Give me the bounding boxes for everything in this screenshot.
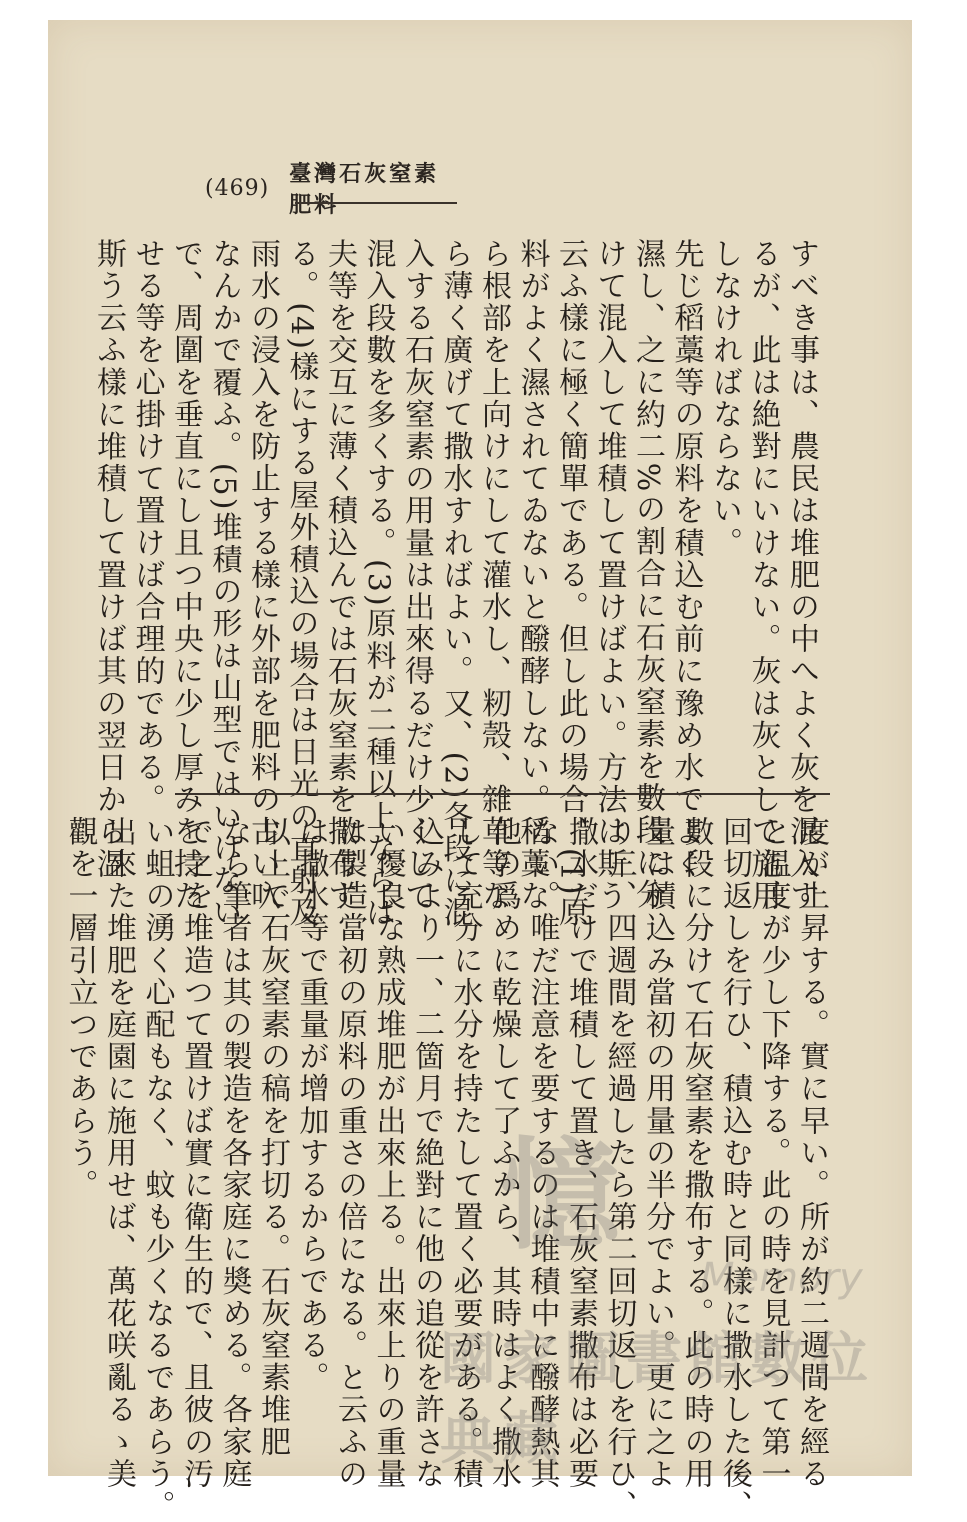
text-column: り三、四週間を經過したら第二回切返しを行ひ、 [601, 816, 637, 1522]
text-column: 夫等を交互に薄く積込んでは石灰窒素を撒布す [322, 238, 357, 913]
text-column: は製造當初の原料の重さの倍になる。と云ふの [332, 816, 367, 1491]
text-column: 雨水の浸入を防止する樣に外部を肥料の古い叺 [245, 238, 280, 913]
text-column: ら根部を上向けにして灌水し、籾殼、雜草等な [476, 238, 511, 913]
text-column: しなければならない。 [707, 238, 742, 559]
text-column: けて混入して堆積して置けばよい。方法は斯う [591, 238, 627, 913]
watermark-english: Memory [700, 1255, 863, 1301]
watermark-glyph: 憶 [500, 1127, 630, 1266]
text-column: すべき事は、農民は堆肥の中へよく灰を混入す [784, 238, 819, 913]
text-column: なんかで覆ふ。(5)堆積の形は山型ではいけない [206, 238, 242, 929]
text-column: 數段に分けて石灰窒素を撒布する。此の時の用 [678, 816, 714, 1491]
text-column: 回切返しを行ひ、積込む時と同樣に撒水した後、 [717, 816, 752, 1522]
text-column: ら薄く廣げて撒水すればよい。又、(2)各段に混 [437, 238, 473, 929]
running-title: 臺灣石灰窒素肥料 [289, 161, 440, 218]
text-column: い蛆の湧く心配もなく、蚊も少くなるであらう。 [139, 816, 175, 1522]
page-number: (469) [205, 175, 270, 201]
text-column: 混入段數を多くする。(3)原料が二種以上ならば [360, 238, 396, 929]
text-column: 云ふ樣に極く簡單である。但し此の場合、(1)原 [553, 238, 588, 929]
text-column: 以上で石灰窒素の稿を打切る。石灰窒素堆肥 [255, 816, 290, 1458]
text-column: 度が上昇する。實に早い。所が約二週間を經る [794, 816, 829, 1491]
section-divider [175, 793, 830, 795]
text-column: して充分に水分を持たして置く必要がある。積 [447, 816, 483, 1491]
text-column: なら筆者は其の製造を各家庭に奬める。各家庭 [216, 816, 252, 1491]
text-column: る。(4)樣にする屋外積込の場合は日光の直射及 [283, 238, 319, 929]
text-column: 込みより一、二箇月で絶對に他の追從を許さな [409, 816, 444, 1491]
text-column: るが、此は絶對にいけない。灰は灰として施用 [745, 238, 781, 913]
page-header [205, 161, 455, 218]
text-column: 出來た堆肥を庭園に施用せば、萬花咲亂るゝ美 [101, 816, 136, 1491]
text-column: せる等を心掛けて置けば合理的である。 [129, 238, 165, 816]
text-column: は撒水等で重量が增加するからである。 [293, 816, 329, 1394]
watermark-chinese: 國家圖書館數位典藏 [440, 1327, 874, 1472]
upper-text-block [91, 238, 820, 929]
header-rule [295, 202, 457, 204]
text-column: 入する石灰窒素の用量は出來得るだけ少くして [399, 238, 434, 913]
text-column: 觀を一層引立つであらう。 [62, 816, 98, 1202]
text-column: で、周圍を垂直にし且つ中央に少し厚みを持た [168, 238, 203, 913]
text-column: 撒水だけで堆積して置き、石灰窒素撒布は必要 [563, 816, 598, 1491]
text-column: 量は積込み當初の用量の半分でよい。更に之よ [640, 816, 675, 1491]
text-column: で之を堆造つて置けば實に衛生的で、且彼の汚 [178, 816, 213, 1491]
text-column: 先じ稻藁等の原料を積込む前に豫め水でよく [668, 238, 704, 880]
text-column: 料がよく濕されてゐないと醱酵しない。稻藁な [514, 238, 550, 913]
text-column: 濕し、之に約二%の割合に石灰窒素を數段に分 [630, 238, 665, 911]
text-column: 他の爲めに乾燥して了ふから、其時はよく撒水 [486, 816, 521, 1491]
text-column: 斯う云ふ樣に堆積して置けば其の翌日から温 [91, 238, 126, 880]
text-column: ない。唯だ注意を要するのは堆積中に醱酵熱其 [524, 816, 560, 1491]
text-column: と温度が少し下降する。此の時を見計つて第一 [755, 816, 791, 1491]
text-column: い優良な熟成堆肥が出來上る。出來上りの重量 [370, 816, 406, 1491]
